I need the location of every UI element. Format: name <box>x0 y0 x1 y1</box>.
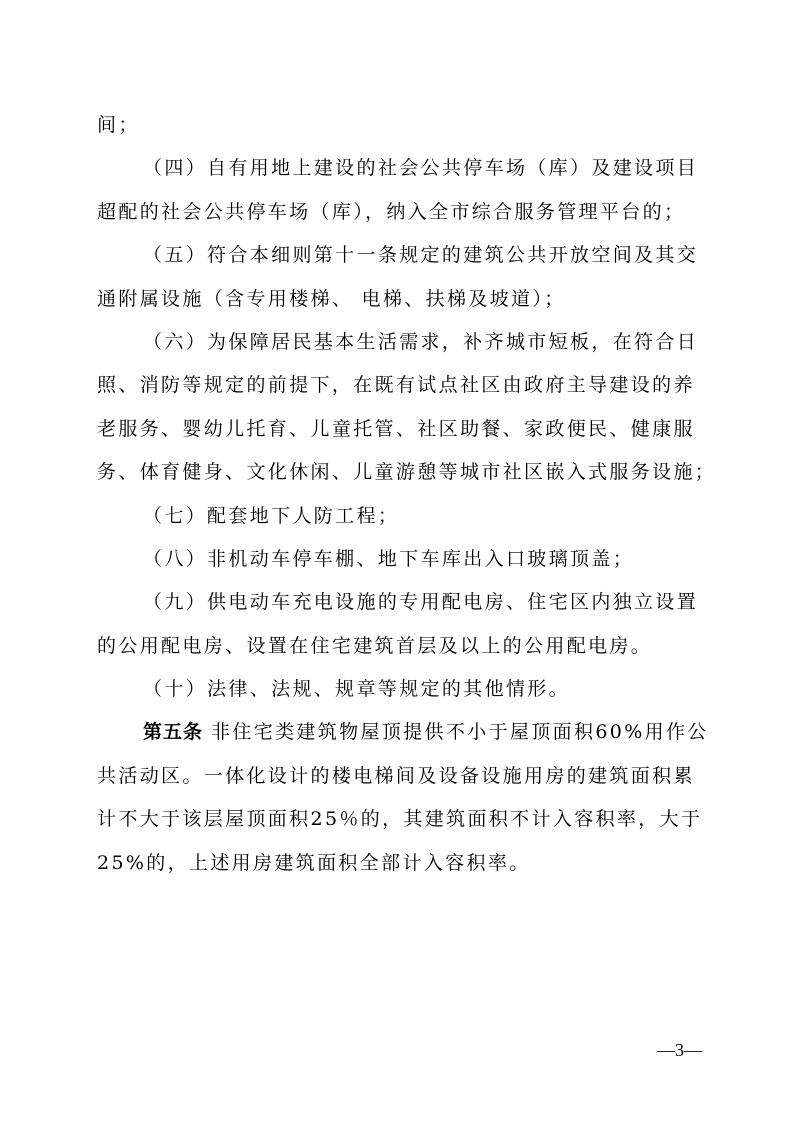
text-line: （四）自有用地上建设的社会公共停车场（库）及建设项目 <box>143 157 699 180</box>
text-line: （五）符合本细则第十一条规定的建筑公共开放空间及其交 <box>143 244 699 267</box>
text-line: （十）法律、法规、规章等规定的其他情形。 <box>143 678 571 701</box>
text-line: （九）供电动车充电设施的专用配电房、住宅区内独立设置 <box>143 591 699 614</box>
article-title: 第五条 <box>143 721 204 744</box>
text-line: 间； <box>97 114 140 136</box>
text-line: （七）配套地下人防工程； <box>143 504 400 527</box>
text-line: 务、体育健身、文化休闲、儿童游憩等城市社区嵌入式服务设施； <box>97 461 717 484</box>
text-line: 超配的社会公共停车场（库），纳入全市综合服务管理平台的； <box>97 200 686 223</box>
page-number: —3— <box>657 1040 702 1060</box>
article-5-text: 非住宅类建筑物屋顶提供不小于屋顶面积60%用作公 <box>211 721 709 744</box>
text-line: （六）为保障居民基本生活需求，补齐城市短板，在符合日 <box>143 330 699 353</box>
text-line: 计不大于该层屋顶面积25％的，其建筑面积不计入容积率，大于 <box>97 808 703 831</box>
text-line: 通附属设施（含专用楼梯、 电梯、扶梯及坡道）； <box>97 287 566 310</box>
text-line: 共活动区。一体化设计的楼电梯间及设备设施用房的建筑面积累 <box>97 764 695 787</box>
text-line: 的公用配电房、设置在住宅建筑首层及以上的公用配电房。 <box>97 634 653 657</box>
text-line: 照、消防等规定的前提下，在既有试点社区由政府主导建设的养 <box>97 374 695 397</box>
text-line: 老服务、婴幼儿托育、儿童托管、社区助餐、家政便民、健康服 <box>97 417 695 440</box>
document-body <box>97 104 717 885</box>
text-line: 25%的，上述用房建筑面积全部计入容积率。 <box>97 851 531 874</box>
text-line: （八）非机动车停车棚、地下车库出入口玻璃顶盖； <box>143 547 635 570</box>
article-5-first-line <box>97 711 707 754</box>
